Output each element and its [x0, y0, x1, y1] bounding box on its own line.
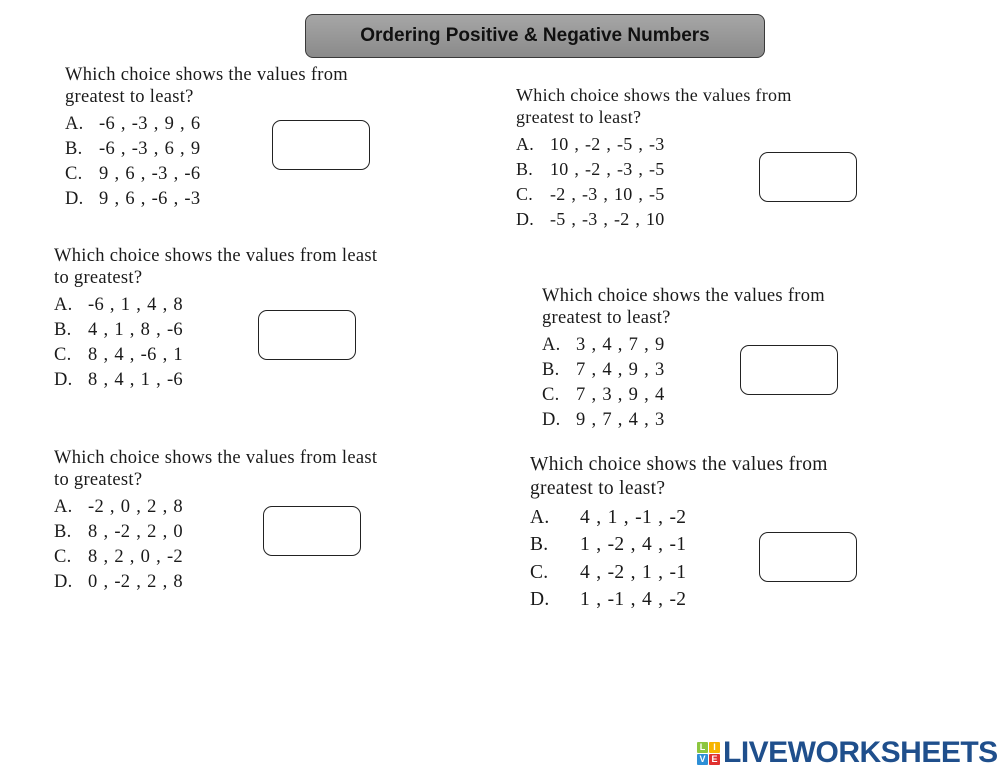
- option-values: 1 , -2 , 4 , -1: [580, 534, 687, 556]
- option-values: 3 , 4 , 7 , 9: [576, 334, 665, 355]
- option-letter: C.: [65, 163, 83, 184]
- logo-cell-i: I: [709, 742, 720, 753]
- option-values: -2 , -3 , 10 , -5: [550, 183, 665, 204]
- liveworksheets-logo: [697, 738, 998, 768]
- answer-input-6[interactable]: [760, 533, 856, 581]
- question-prompt: Which choice shows the values from: [65, 65, 348, 85]
- option-d: [530, 587, 828, 615]
- option-letter: D.: [54, 571, 73, 592]
- option-letter: D.: [542, 409, 561, 430]
- answer-box-4[interactable]: [740, 345, 838, 395]
- answer-box-2[interactable]: [759, 152, 857, 202]
- answer-box-5[interactable]: [263, 506, 361, 556]
- option-letter: D.: [516, 208, 535, 229]
- question-prompt: Which choice shows the values from: [516, 85, 792, 105]
- answer-input-4[interactable]: [741, 346, 837, 394]
- option-a: [516, 131, 792, 156]
- option-letter: B.: [530, 534, 549, 556]
- question-prompt: greatest to least?: [530, 478, 666, 499]
- option-values: 8 , 4 , 1 , -6: [88, 369, 183, 390]
- answer-box-6[interactable]: [759, 532, 857, 582]
- option-values: 1 , -1 , 4 , -2: [580, 589, 687, 611]
- option-letter: A.: [516, 133, 535, 154]
- question-2: [516, 84, 792, 231]
- option-letter: D.: [530, 589, 550, 611]
- option-values: 10 , -2 , -5 , -3: [550, 133, 665, 154]
- question-prompt: greatest to least?: [516, 107, 642, 127]
- option-letter: C.: [530, 561, 549, 583]
- answer-input-3[interactable]: [259, 311, 355, 359]
- option-values: 0 , -2 , 2 , 8: [88, 571, 183, 592]
- option-letter: B.: [542, 359, 560, 380]
- option-values: -6 , 1 , 4 , 8: [88, 294, 183, 315]
- option-letter: C.: [54, 546, 72, 567]
- question-prompt: to greatest?: [54, 470, 143, 490]
- option-values: 9 , 6 , -6 , -3: [99, 188, 201, 209]
- option-values: 7 , 3 , 9 , 4: [576, 384, 665, 405]
- option-letter: A.: [54, 496, 73, 517]
- option-letter: C.: [54, 344, 72, 365]
- option-values: 4 , -2 , 1 , -1: [580, 561, 687, 583]
- answer-box-3[interactable]: [258, 310, 356, 360]
- option-letter: A.: [542, 334, 561, 355]
- option-letter: B.: [65, 138, 83, 159]
- answer-input-1[interactable]: [273, 121, 369, 169]
- option-d: [542, 407, 825, 432]
- option-values: 8 , 4 , -6 , 1: [88, 344, 183, 365]
- option-d: [516, 206, 792, 231]
- question-prompt: to greatest?: [54, 268, 143, 288]
- option-b: [516, 156, 792, 181]
- option-letter: D.: [65, 188, 84, 209]
- option-values: 4 , 1 , -1 , -2: [580, 506, 687, 528]
- logo-cell-e: E: [709, 754, 720, 765]
- option-values: 7 , 4 , 9 , 3: [576, 359, 665, 380]
- option-values: 4 , 1 , 8 , -6: [88, 319, 183, 340]
- option-letter: D.: [54, 369, 73, 390]
- answer-box-1[interactable]: [272, 120, 370, 170]
- option-letter: B.: [54, 319, 72, 340]
- option-values: -6 , -3 , 6 , 9: [99, 138, 201, 159]
- question-prompt: Which choice shows the values from: [530, 454, 828, 475]
- question-prompt: Which choice shows the values from least: [54, 448, 378, 468]
- option-values: 10 , -2 , -3 , -5: [550, 158, 665, 179]
- option-letter: A.: [54, 294, 73, 315]
- logo-text: LIVEWORKSHEETS: [723, 736, 998, 769]
- option-d: [54, 569, 377, 594]
- option-values: 8 , -2 , 2 , 0: [88, 521, 183, 542]
- logo-icon: [697, 742, 720, 765]
- option-letter: B.: [516, 158, 534, 179]
- option-d: [65, 186, 348, 211]
- option-d: [54, 367, 377, 392]
- question-prompt: greatest to least?: [542, 308, 671, 328]
- answer-input-5[interactable]: [264, 507, 360, 555]
- option-a: [530, 504, 828, 532]
- option-letter: B.: [54, 521, 72, 542]
- logo-cell-v: V: [697, 754, 708, 765]
- question-prompt: Which choice shows the values from: [542, 286, 825, 306]
- logo-cell-l: L: [697, 742, 708, 753]
- option-letter: A.: [65, 113, 84, 134]
- answer-input-2[interactable]: [760, 153, 856, 201]
- worksheet-title: [305, 14, 765, 58]
- option-letter: C.: [516, 183, 534, 204]
- option-letter: A.: [530, 506, 550, 528]
- question-prompt: greatest to least?: [65, 87, 194, 107]
- option-values: 8 , 2 , 0 , -2: [88, 546, 183, 567]
- question-prompt: Which choice shows the values from least: [54, 246, 378, 266]
- option-values: -5 , -3 , -2 , 10: [550, 208, 665, 229]
- worksheet-title-text: Ordering Positive & Negative Numbers: [360, 25, 710, 46]
- option-values: 9 , 7 , 4 , 3: [576, 409, 665, 430]
- option-letter: C.: [542, 384, 560, 405]
- option-c: [516, 181, 792, 206]
- option-values: 9 , 6 , -3 , -6: [99, 163, 201, 184]
- option-values: -2 , 0 , 2 , 8: [88, 496, 183, 517]
- option-values: -6 , -3 , 9 , 6: [99, 113, 201, 134]
